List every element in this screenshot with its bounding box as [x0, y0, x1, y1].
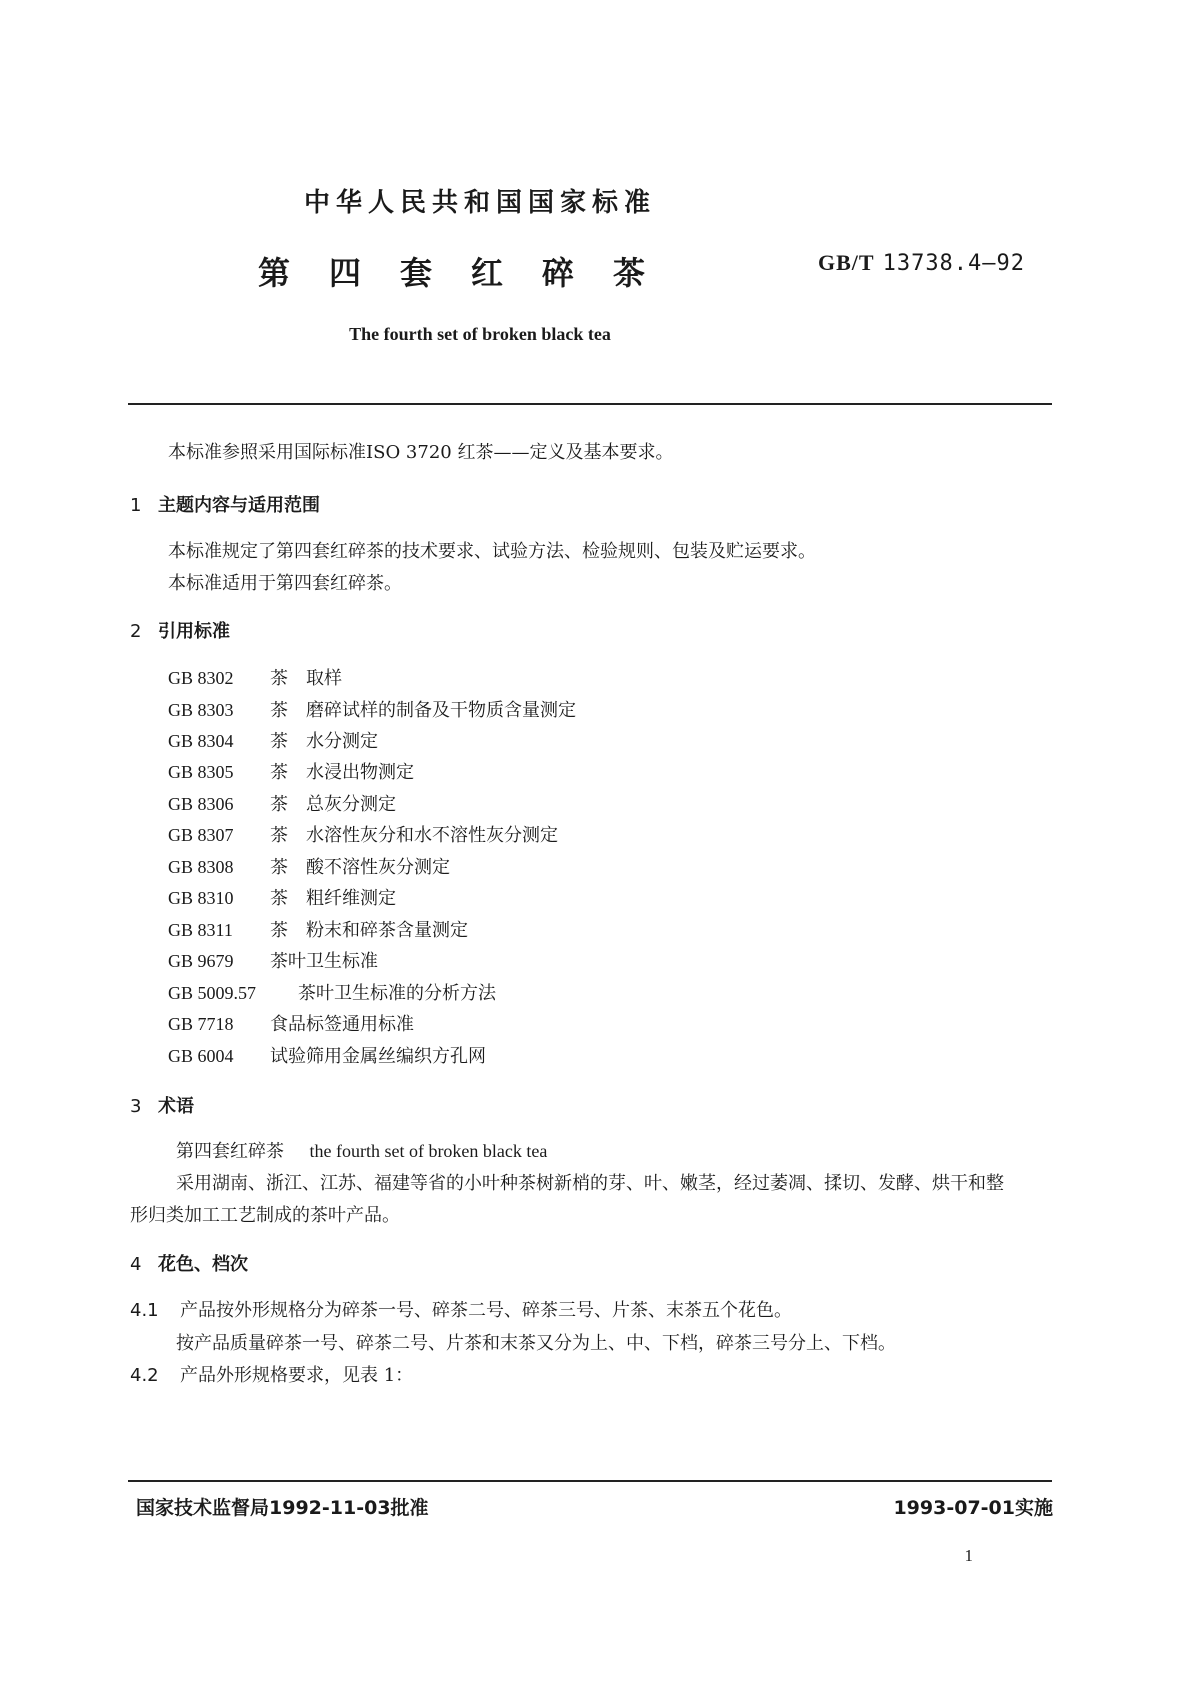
term-line — [176, 1137, 547, 1163]
implementation-note: 1993-07-01实施 — [893, 1497, 1053, 1519]
reference-item — [168, 790, 396, 816]
section-title: 术语 — [158, 1096, 194, 1117]
section-4-heading — [130, 1250, 248, 1276]
reference-item — [168, 1010, 414, 1036]
reference-code: GB 8304 — [168, 731, 234, 751]
section-title: 引用标准 — [158, 621, 230, 642]
reference-code: GB 8310 — [168, 888, 234, 908]
reference-item — [168, 1042, 486, 1068]
reference-description: 粉末和碎茶含量测定 — [306, 920, 468, 941]
standard-code-number: 13738.4—92 — [882, 251, 1026, 276]
clause-number: 4.1 — [130, 1300, 159, 1321]
reference-description: 茶叶卫生标准的分析方法 — [298, 983, 496, 1004]
reference-description: 水溶性灰分和水不溶性灰分测定 — [306, 825, 558, 846]
reference-category: 茶 — [270, 794, 288, 815]
page-number: 1 — [964, 1546, 973, 1565]
term-definition-line-2: 形归类加工工艺制成的茶叶产品。 — [130, 1205, 400, 1226]
intro-paragraph: 本标准参照采用国际标准ISO 3720 红茶——定义及基本要求。 — [168, 442, 674, 463]
header-divider — [128, 403, 1052, 405]
reference-code: GB 8308 — [168, 857, 234, 877]
section-title: 主题内容与适用范围 — [158, 495, 320, 516]
term-english: the fourth set of broken black tea — [309, 1141, 548, 1161]
reference-item — [168, 758, 414, 784]
approval-note: 国家技术监督局1992-11-03批准 — [136, 1497, 429, 1519]
section-number: 3 — [130, 1096, 142, 1117]
reference-item — [168, 821, 558, 847]
reference-code: GB 8302 — [168, 668, 234, 688]
section-title: 花色、档次 — [158, 1254, 248, 1275]
reference-item — [168, 884, 396, 910]
reference-item — [168, 853, 450, 879]
term-definition-line-1: 采用湖南、浙江、江苏、福建等省的小叶种茶树新梢的芽、叶、嫩茎，经过萎凋、揉切、发酵、烘干和整 — [176, 1173, 1004, 1194]
standard-code-prefix: GB/T — [818, 250, 875, 275]
clause-text: 产品外形规格要求，见表 1： — [180, 1365, 414, 1386]
section-1-paragraph-1: 本标准规定了第四套红碎茶的技术要求、试验方法、检验规则、包装及贮运要求。 — [168, 541, 816, 562]
reference-category: 茶 — [270, 920, 288, 941]
reference-description: 试验筛用金属丝编织方孔网 — [270, 1046, 486, 1067]
clause-text: 产品按外形规格分为碎茶一号、碎茶二号、碎茶三号、片茶、末茶五个花色。 — [180, 1300, 792, 1321]
reference-code: GB 8306 — [168, 794, 234, 814]
reference-code: GB 8307 — [168, 825, 234, 845]
standard-code — [818, 250, 1025, 276]
reference-code: GB 9679 — [168, 951, 234, 971]
term-chinese: 第四套红碎茶 — [176, 1141, 284, 1162]
section-1-paragraph-2: 本标准适用于第四套红碎茶。 — [168, 573, 402, 594]
document-title: 第四套红碎茶 — [258, 254, 685, 292]
clause-4-2 — [130, 1361, 413, 1387]
reference-description: 水浸出物测定 — [306, 762, 414, 783]
section-number: 2 — [130, 621, 142, 642]
reference-item — [168, 664, 342, 690]
reference-code: GB 7718 — [168, 1014, 234, 1034]
reference-item — [168, 916, 468, 942]
section-number: 1 — [130, 495, 142, 516]
reference-category: 茶 — [270, 762, 288, 783]
clause-number: 4.2 — [130, 1365, 159, 1386]
clause-4-1-paragraph-2: 按产品质量碎茶一号、碎茶二号、片茶和末茶又分为上、中、下档，碎茶三号分上、下档。 — [176, 1333, 896, 1354]
english-title: The fourth set of broken black tea — [349, 324, 611, 344]
reference-description: 茶叶卫生标准 — [270, 951, 378, 972]
reference-description: 磨碎试样的制备及干物质含量测定 — [306, 700, 576, 721]
section-number: 4 — [130, 1254, 142, 1275]
reference-description: 取样 — [306, 668, 342, 689]
reference-description: 食品标签通用标准 — [270, 1014, 414, 1035]
footer-divider — [128, 1480, 1052, 1482]
reference-description: 酸不溶性灰分测定 — [306, 857, 450, 878]
section-2-heading — [130, 617, 230, 643]
reference-description: 总灰分测定 — [306, 794, 396, 815]
reference-category: 茶 — [270, 700, 288, 721]
reference-item — [168, 979, 496, 1005]
reference-category: 茶 — [270, 731, 288, 752]
clause-4-1 — [130, 1296, 792, 1322]
reference-item — [168, 727, 378, 753]
reference-description: 粗纤维测定 — [306, 888, 396, 909]
section-3-heading — [130, 1092, 194, 1118]
section-1-heading — [130, 491, 320, 517]
reference-code: GB 5009.57 — [168, 983, 257, 1003]
reference-item — [168, 696, 576, 722]
reference-code: GB 8303 — [168, 700, 234, 720]
reference-category: 茶 — [270, 857, 288, 878]
reference-code: GB 6004 — [168, 1046, 234, 1066]
reference-category: 茶 — [270, 888, 288, 909]
reference-code: GB 8305 — [168, 762, 234, 782]
reference-category: 茶 — [270, 825, 288, 846]
reference-category: 茶 — [270, 668, 288, 689]
reference-description: 水分测定 — [306, 731, 378, 752]
reference-item — [168, 947, 378, 973]
reference-code: GB 8311 — [168, 920, 233, 940]
national-standard-heading: 中华人民共和国国家标准 — [303, 188, 656, 218]
